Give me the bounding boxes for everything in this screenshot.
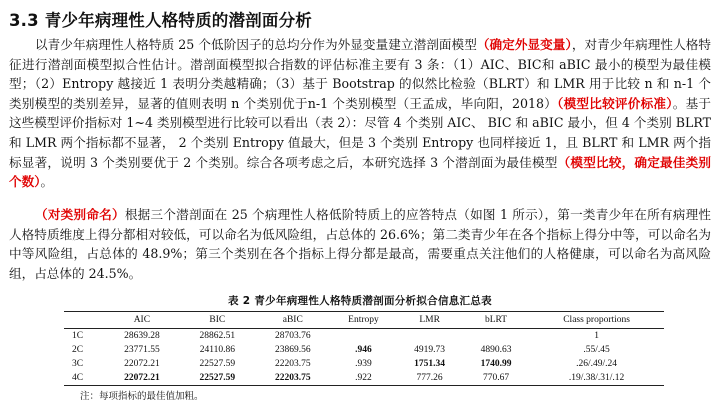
table-cell: 777.26 [396, 371, 462, 386]
paragraph-text: ，对青少年病理性人格特征进行潜剖面模型拟合性估计。潜剖面模型拟合指数的评估标准主要有 3 条：（1）AIC、BIC和 aBIC 最小的模型为最佳模型；（2）Entropy 越接近 1 表明分类越精确；（3）基于 Bootstrap 的似然比检验（BLRT）和 LMR 用于比较 n 和 n-1 个类别模型的类别差异，显著的值则表明 n 个类别优于n-1 个类别模型（王孟成，毕向阳，2018） [9, 37, 711, 111]
table-note: 注：每项指标的最佳值加粗。 [80, 391, 204, 402]
column-header: bLRT [463, 312, 529, 329]
table-body [64, 329, 664, 386]
row-label: 4C [64, 371, 104, 386]
table-cell: .55/.45 [583, 345, 610, 355]
row-label: 1C [72, 331, 84, 341]
table-caption: 表 2 青少年病理性人格特质潜剖面分析拟合信息汇总表 [228, 295, 492, 307]
paragraph-model-fit [9, 35, 711, 192]
table-cell: 1740.99 [480, 359, 512, 369]
paragraph-text: 。基于这些模型评价指标对 1~4 类别模型进行比较可以看出（表 2）：尽管 4 个类别 AIC、 BIC 和 aBIC 最小，但 4 个类别 BLRT 和 LMR 两个指标都不显著， 2 个类别 Entropy 值最大，但是 3 个类别 Entropy 也同样接近 1，且 BLRT 和 LMR 两个指标显著，说明 3 个类别要优于 2 个类别。综合各项考虑之后，本研究选择 3 个潜剖面为最佳模型 [9, 95, 711, 170]
annotation-highlight: （模型比较，确定最佳类别个数） [9, 154, 712, 190]
table-cell: 28703.76 [274, 331, 311, 341]
table-cell: .939 [355, 359, 372, 369]
column-header: LMR [396, 312, 462, 329]
table-cell: 23869.56 [274, 345, 311, 355]
table-cell: .946 [355, 345, 372, 355]
table-cell: .922 [331, 371, 397, 386]
table-cell [396, 329, 462, 344]
table-cell: 1 [594, 331, 599, 341]
table-cell: 28639.28 [124, 331, 160, 341]
paragraph-text: 。 [40, 174, 54, 190]
table-row [64, 371, 664, 386]
column-header: aBIC [255, 312, 330, 329]
table-cell: 4919.73 [414, 345, 446, 355]
column-header: Entropy [331, 312, 397, 329]
annotation-highlight: （模型比较评价标准） [557, 95, 673, 111]
table-cell: .19/.38/.31/.12 [529, 371, 664, 386]
table-cell: .26/.49/.24 [576, 359, 618, 369]
table-cell: 24110.86 [199, 345, 235, 355]
column-header: AIC [104, 312, 179, 329]
column-header [64, 312, 104, 329]
fit-table [64, 311, 664, 386]
annotation-highlight: （对类别命名） [35, 207, 125, 222]
table-row [64, 357, 664, 371]
paragraph-class-naming [9, 205, 711, 283]
table-cell: 28862.51 [199, 331, 236, 341]
table-cell: 22527.59 [180, 371, 255, 386]
table-cell: 23771.55 [124, 345, 160, 355]
table-cell: 22072.21 [124, 359, 160, 369]
table-header-row [64, 312, 664, 329]
column-header: Class proportions [529, 312, 664, 329]
table-cell: 22072.21 [104, 371, 179, 386]
table-cell: 1751.34 [414, 359, 446, 369]
table-cell: 22527.59 [199, 359, 236, 369]
row-label: 2C [72, 345, 84, 355]
table-row [64, 343, 664, 357]
paragraph-text: 根据三个潜剖面在 25 个病理性人格低阶特质上的应答特点（如图 1 所示），第一类青少年在所有病理性人格特质维度上得分都相对较低，可以命名为低风险组，占总体的 26.6%；第二类青少年在各个指标上得分中等，可以命名为中等风险组，占总体的 48.9%；第三个类别在各个指标上得分都是最高，需要重点关注他们的人格健康，可以命名为高风险组，占总体的 24.5%。 [9, 207, 711, 281]
row-label: 3C [72, 359, 84, 369]
annotation-highlight: （确定外显变量） [476, 37, 572, 52]
table-cell: 22203.75 [255, 371, 330, 386]
paragraph-text: 以青少年病理性人格特质 25 个低阶因子的总均分作为外显变量建立潜剖面模型 [35, 37, 477, 52]
table-cell [331, 329, 397, 344]
table-cell: 22203.75 [274, 359, 311, 369]
table-row [64, 329, 664, 344]
table-cell [463, 329, 529, 344]
table-cell: 770.67 [463, 371, 529, 386]
section-heading: 3.3 青少年病理性人格特质的潜剖面分析 [9, 11, 312, 30]
column-header: BIC [180, 312, 255, 329]
table-cell: 4890.63 [480, 345, 512, 355]
